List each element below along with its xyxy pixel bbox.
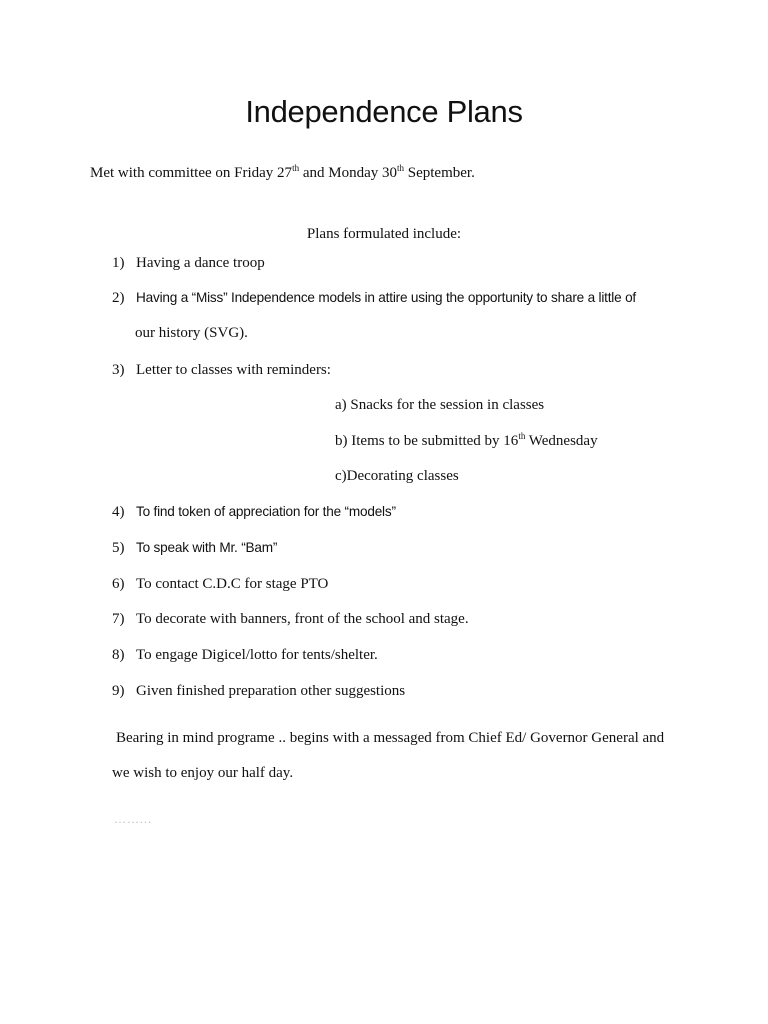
list-item-number: 9) <box>112 683 125 699</box>
list-item-text: Letter to classes with reminders: <box>136 362 331 378</box>
list-item-number: 8) <box>112 647 125 663</box>
sub-item-b-sup: th <box>518 431 526 441</box>
list-item-number: 2) <box>112 290 125 306</box>
document-title: Independence Plans <box>245 94 523 129</box>
list-item-text: To contact C.D.C for stage PTO <box>136 576 329 592</box>
list-item-2-continuation: our history (SVG). <box>135 325 248 341</box>
list-item-text: To decorate with banners, front of the school and stage. <box>136 611 469 627</box>
list-item-4 <box>112 504 396 521</box>
intro-paragraph <box>90 165 475 182</box>
list-item-3 <box>112 362 331 379</box>
intro-sup-1: th <box>292 163 300 173</box>
list-item-number: 6) <box>112 576 125 592</box>
sub-item-a: a) Snacks for the session in classes <box>335 397 545 413</box>
trailing-dots: ……... <box>114 812 152 826</box>
list-item-2 <box>112 290 636 307</box>
closing-paragraph-line-2: we wish to enjoy our half day. <box>112 765 294 781</box>
sub-item-b <box>335 433 598 450</box>
list-item-text: To engage Digicel/lotto for tents/shelter. <box>136 647 378 663</box>
sub-item-b-text-2: Wednesday <box>525 433 598 449</box>
list-item-text: Having a “Miss” Independence models in attire using the opportunity to share a little of <box>136 290 637 305</box>
list-item-8 <box>112 647 378 664</box>
list-item-7 <box>112 611 469 628</box>
list-item-9 <box>112 683 405 700</box>
list-item-number: 3) <box>112 362 125 378</box>
intro-sup-2: th <box>396 163 404 173</box>
plans-heading: Plans formulated include: <box>306 226 462 242</box>
list-item-6 <box>112 576 328 593</box>
intro-text-2: and Monday 30 <box>299 165 397 181</box>
intro-text-3: September. <box>404 165 475 181</box>
list-item-text: To speak with Mr. “Bam” <box>136 540 278 555</box>
list-item-1 <box>112 255 265 272</box>
list-item-text: Having a dance troop <box>136 255 265 271</box>
list-item-number: 7) <box>112 611 125 627</box>
list-item-text: Given finished preparation other suggestions <box>136 683 406 699</box>
sub-item-c: c)Decorating classes <box>335 468 459 484</box>
list-item-number: 1) <box>112 255 125 271</box>
intro-text-1: Met with committee on Friday 27 <box>90 165 293 181</box>
list-item-5 <box>112 540 277 557</box>
list-item-text: To find token of appreciation for the “models” <box>136 504 396 519</box>
list-item-number: 5) <box>112 540 125 556</box>
sub-item-b-text-1: b) Items to be submitted by 16 <box>335 433 519 449</box>
closing-paragraph-line-1: Bearing in mind programe .. begins with a messaged from Chief Ed/ Governor General and <box>116 730 665 746</box>
list-item-number: 4) <box>112 504 125 520</box>
